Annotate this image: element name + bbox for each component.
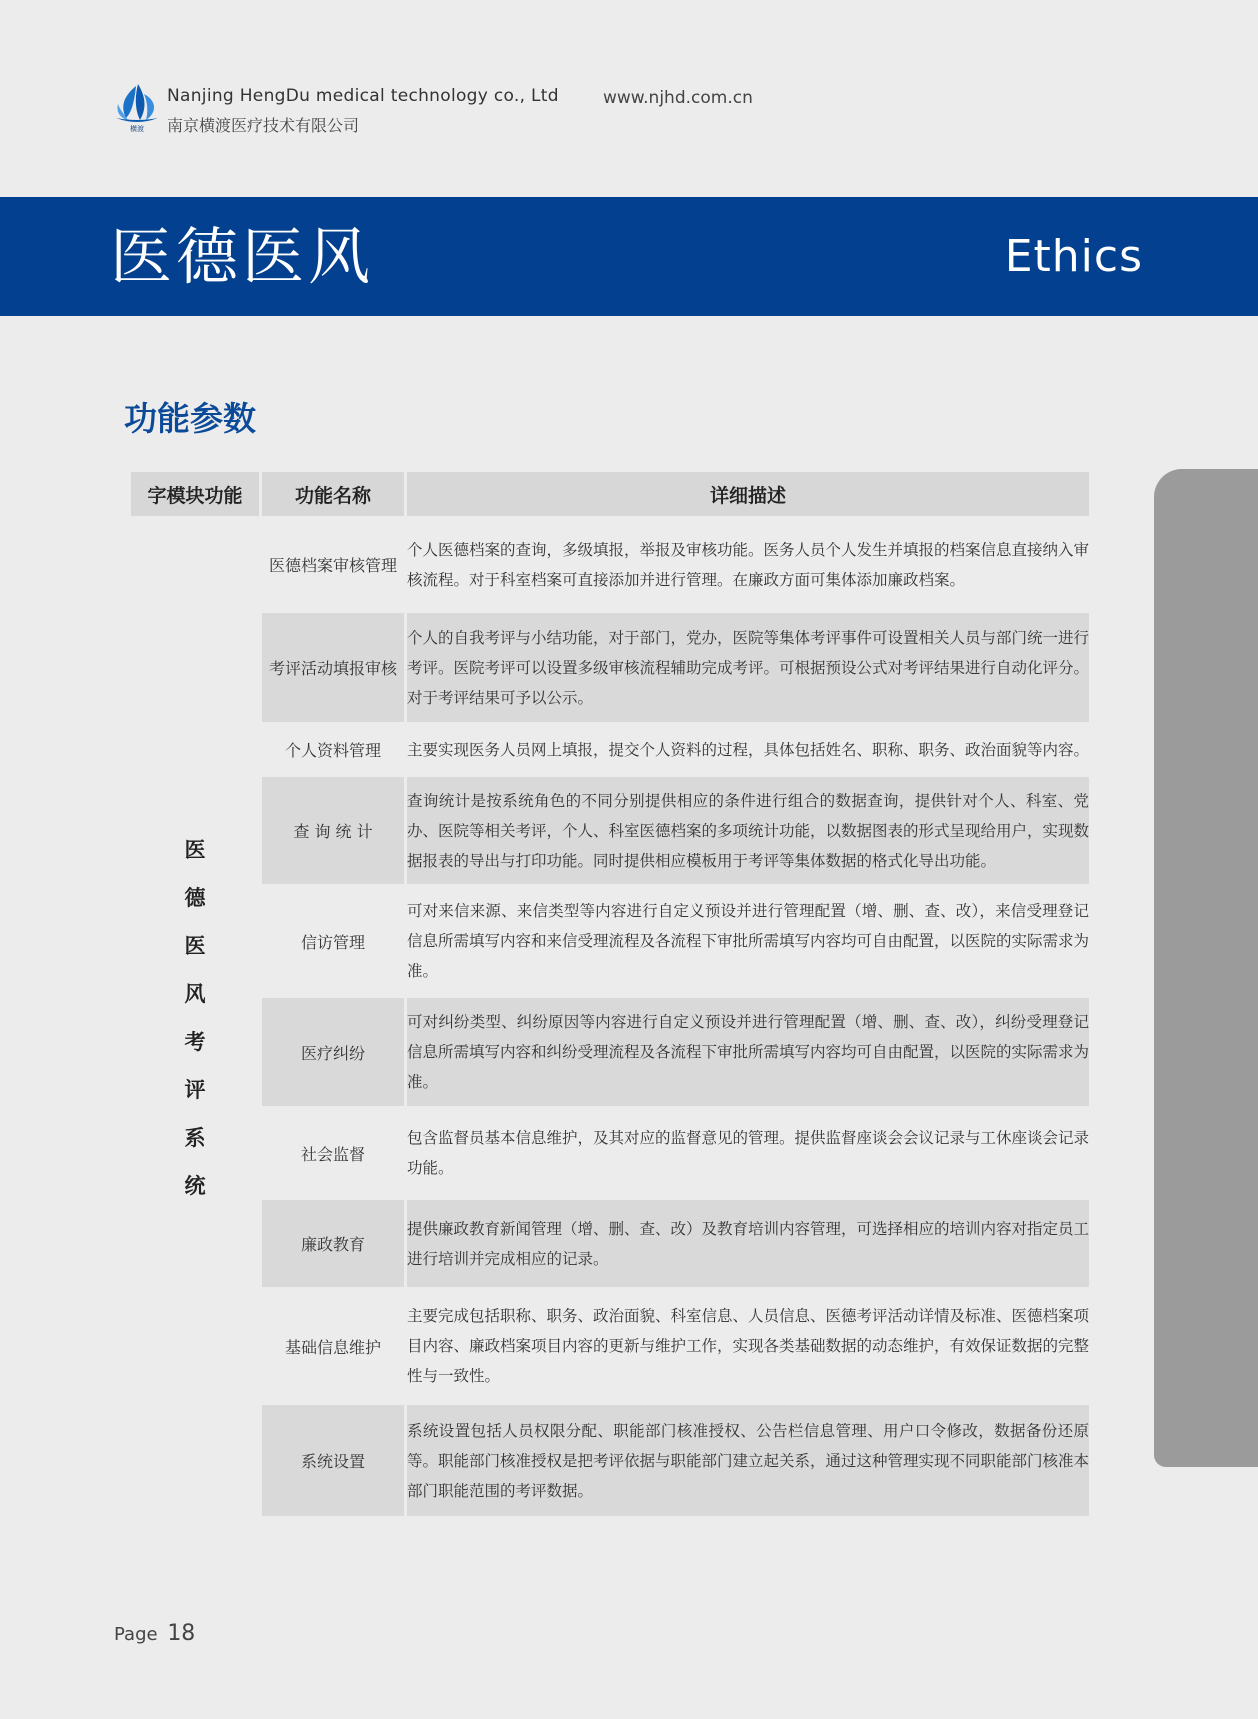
function-desc: 包含监督员基本信息维护，及其对应的监督意见的管理。提供监督座谈会会议记录与工休座谈会记录功能。: [406, 1108, 1091, 1199]
function-desc: 系统设置包括人员权限分配、职能部门核准授权、公告栏信息管理、用户口令修改，数据备份还原等。职能部门核准授权是把考评依据与职能部门建立起关系，通过这种管理实现不同职能部门核准本部门职能范围的考评数据。: [406, 1404, 1091, 1518]
table-row: [130, 1108, 1091, 1199]
table-row: [130, 997, 1091, 1108]
module-name-char: 评: [184, 1077, 206, 1102]
module-name-char: 德: [184, 885, 206, 910]
module-name-char: 医: [184, 837, 206, 862]
function-desc: 个人的自我考评与小结功能，对于部门，党办，医院等集体考评事件可设置相关人员与部门统一进行考评。医院考评可以设置多级审核流程辅助完成考评。可根据预设公式对考评结果进行自动化评分。对于考评结果可予以公示。: [406, 612, 1091, 724]
function-desc: 查询统计是按系统角色的不同分别提供相应的条件进行组合的数据查询，提供针对个人、科室、党办、医院等相关考评，个人、科室医德档案的多项统计功能，以数据图表的形式呈现给用户，实现数据报表的导出与打印功能。同时提供相应模板用于考评等集体数据的格式化导出功能。: [406, 776, 1091, 886]
function-desc: 主要实现医务人员网上填报，提交个人资料的过程，具体包括姓名、职称、职务、政治面貌等内容。: [406, 724, 1091, 776]
function-desc: 提供廉政教育新闻管理（增、删、查、改）及教育培训内容管理，可选择相应的培训内容对指定员工进行培训并完成相应的记录。: [406, 1199, 1091, 1289]
function-desc: 可对纠纷类型、纠纷原因等内容进行自定义预设并进行管理配置（增、删、查、改），纠纷受理登记信息所需填写内容和纠纷受理流程及各流程下审批所需填写内容均可自由配置，以医院的实际需求为准。: [406, 997, 1091, 1108]
function-name: 信访管理: [261, 886, 406, 997]
table-header-row: [130, 471, 1091, 518]
column-header: 字模块功能: [130, 471, 261, 518]
module-name-char: 统: [184, 1173, 206, 1198]
params-table: [128, 469, 1092, 1519]
page-footer: [114, 1621, 195, 1646]
table-row: [130, 886, 1091, 997]
title-banner: [0, 197, 1258, 316]
module-cell: [130, 518, 261, 1518]
function-name: 基础信息维护: [261, 1289, 406, 1404]
module-name-char: 考: [184, 1029, 206, 1054]
company-name-cn: 南京横渡医疗技术有限公司: [167, 116, 360, 135]
page-number: 18: [167, 1621, 196, 1646]
function-name: 廉政教育: [261, 1199, 406, 1289]
page-label: Page: [114, 1624, 158, 1645]
table-row: [130, 776, 1091, 886]
logo-text: 横渡: [130, 125, 144, 132]
section-title: 功能参数: [124, 399, 256, 438]
function-desc: 个人医德档案的查询，多级填报，举报及审核功能。医务人员个人发生并填报的档案信息直接纳入审核流程。对于科室档案可直接添加并进行管理。在廉政方面可集体添加廉政档案。: [406, 518, 1091, 612]
function-name: 个人资料管理: [261, 724, 406, 776]
side-tab-decoration: [1154, 469, 1258, 1467]
banner-title-en: Ethics: [1004, 231, 1143, 282]
function-name: 考评活动填报审核: [261, 612, 406, 724]
module-name-char: 系: [184, 1125, 206, 1150]
table-row: [130, 724, 1091, 776]
function-name: 医德档案审核管理: [261, 518, 406, 612]
function-desc: 可对来信来源、来信类型等内容进行自定义预设并进行管理配置（增、删、查、改），来信受理登记信息所需填写内容和来信受理流程及各流程下审批所需填写内容均可自由配置，以医院的实际需求为准。: [406, 886, 1091, 997]
table-row: [130, 1199, 1091, 1289]
table-row: [130, 518, 1091, 612]
function-name: 医疗纠纷: [261, 997, 406, 1108]
table-row: [130, 1289, 1091, 1404]
module-name-char: 风: [184, 981, 206, 1006]
company-name-en: Nanjing HengDu medical technology co., Ltd: [167, 86, 559, 106]
module-name-char: 医: [184, 933, 206, 958]
website-url: www.njhd.com.cn: [603, 88, 753, 108]
function-name: 社会监督: [261, 1108, 406, 1199]
module-name-vertical: [131, 826, 259, 1210]
function-name: 查 询 统 计: [261, 776, 406, 886]
banner-title: 医德医风: [110, 220, 375, 293]
column-header: 功能名称: [261, 471, 406, 518]
table-row: [130, 1404, 1091, 1518]
function-desc: 主要完成包括职称、职务、政治面貌、科室信息、人员信息、医德考评活动详情及标准、医德档案项目内容、廉政档案项目内容的更新与维护工作，实现各类基础数据的动态维护，有效保证数据的完整性与一致性。: [406, 1289, 1091, 1404]
table-row: [130, 612, 1091, 724]
company-logo-icon: [114, 84, 160, 132]
column-header: 详细描述: [406, 471, 1091, 518]
function-name: 系统设置: [261, 1404, 406, 1518]
